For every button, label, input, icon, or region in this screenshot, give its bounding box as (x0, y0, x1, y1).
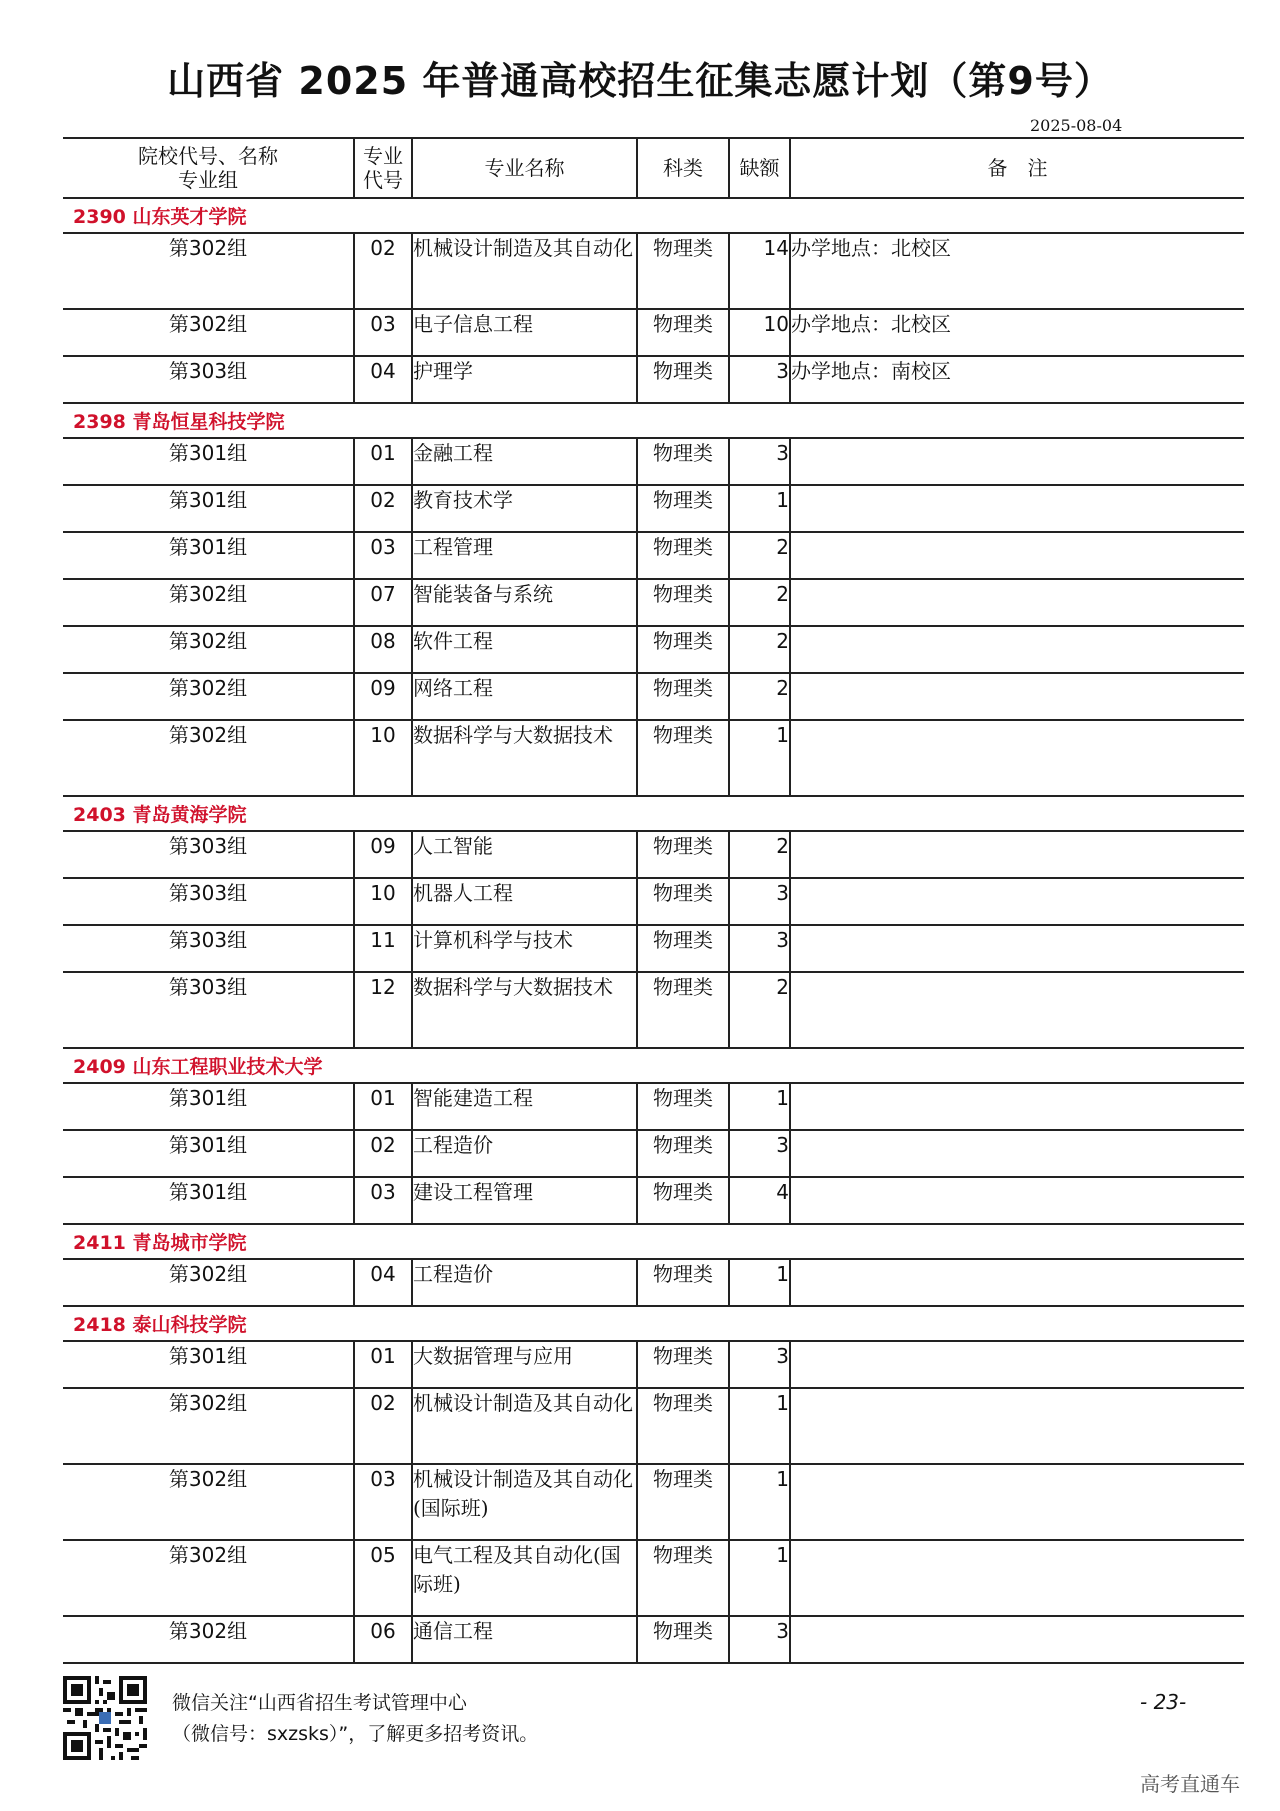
note-cell (790, 1083, 1244, 1130)
table-row (63, 1130, 1244, 1177)
table-row (63, 720, 1244, 796)
subject-cell: 物理类 (637, 1464, 729, 1540)
major-name-cell: 机器人工程 (412, 878, 637, 925)
table-row (63, 878, 1244, 925)
group-cell: 第302组 (63, 1464, 354, 1540)
plan-table-body (63, 198, 1244, 1663)
school-header-row (63, 198, 1244, 233)
major-code-cell: 09 (354, 673, 412, 720)
major-code-cell: 04 (354, 1259, 412, 1306)
note-cell (790, 1388, 1244, 1464)
major-name-cell: 工程造价 (412, 1130, 637, 1177)
note-cell (790, 1259, 1244, 1306)
header-subject: 科类 (637, 138, 729, 198)
group-cell: 第301组 (63, 1177, 354, 1224)
table-row (63, 925, 1244, 972)
quota-cell: 1 (729, 1388, 790, 1464)
major-name-cell: 网络工程 (412, 673, 637, 720)
note-cell (790, 1341, 1244, 1388)
table-row (63, 1464, 1244, 1540)
header-code-line2: 代号 (363, 168, 403, 192)
major-code-cell: 02 (354, 1388, 412, 1464)
group-cell: 第302组 (63, 1259, 354, 1306)
table-row (63, 579, 1244, 626)
footer-text (172, 1688, 538, 1750)
note-cell (790, 1464, 1244, 1540)
subject-cell: 物理类 (637, 1083, 729, 1130)
subject-cell: 物理类 (637, 1388, 729, 1464)
subject-cell: 物理类 (637, 1130, 729, 1177)
group-cell: 第303组 (63, 972, 354, 1048)
note-cell (790, 1616, 1244, 1663)
major-name-cell: 计算机科学与技术 (412, 925, 637, 972)
major-code-cell: 11 (354, 925, 412, 972)
quota-cell: 1 (729, 1083, 790, 1130)
table-row (63, 438, 1244, 485)
header-note: 备 注 (790, 138, 1244, 198)
major-name-cell: 金融工程 (412, 438, 637, 485)
group-cell: 第302组 (63, 1540, 354, 1616)
quota-cell: 1 (729, 485, 790, 532)
quota-cell: 3 (729, 356, 790, 403)
major-code-cell: 01 (354, 1083, 412, 1130)
group-cell: 第302组 (63, 626, 354, 673)
major-code-cell: 08 (354, 626, 412, 673)
group-cell: 第302组 (63, 579, 354, 626)
watermark: 高考直通车 (1140, 1772, 1240, 1796)
quota-cell: 10 (729, 309, 790, 356)
qr-code-icon (63, 1676, 147, 1760)
subject-cell: 物理类 (637, 1616, 729, 1663)
major-code-cell: 03 (354, 1464, 412, 1540)
major-name-cell: 教育技术学 (412, 485, 637, 532)
table-header-row (63, 138, 1244, 198)
quota-cell: 14 (729, 233, 790, 309)
header-code (354, 138, 412, 198)
quota-cell: 2 (729, 831, 790, 878)
major-name-cell: 大数据管理与应用 (412, 1341, 637, 1388)
school-header-row (63, 1306, 1244, 1341)
major-name-cell: 智能建造工程 (412, 1083, 637, 1130)
note-cell (790, 579, 1244, 626)
table-row (63, 1341, 1244, 1388)
subject-cell: 物理类 (637, 1177, 729, 1224)
page-title: 山西省 2025 年普通高校招生征集志愿计划（第9号） (167, 59, 1113, 103)
table-row (63, 1177, 1244, 1224)
major-name-cell: 数据科学与大数据技术 (412, 972, 637, 1048)
group-cell: 第303组 (63, 356, 354, 403)
table-row (63, 1259, 1244, 1306)
group-cell: 第302组 (63, 720, 354, 796)
subject-cell: 物理类 (637, 579, 729, 626)
major-code-cell: 03 (354, 309, 412, 356)
major-name-cell: 护理学 (412, 356, 637, 403)
note-cell: 办学地点：北校区 (790, 233, 1244, 309)
major-code-cell: 02 (354, 1130, 412, 1177)
table-row (63, 831, 1244, 878)
footer-line1: 微信关注“山西省招生考试管理中心 (172, 1692, 467, 1714)
school-header-row (63, 796, 1244, 831)
quota-cell: 2 (729, 579, 790, 626)
quota-cell: 1 (729, 1464, 790, 1540)
note-cell (790, 626, 1244, 673)
school-name: 2390 山东英才学院 (63, 198, 1244, 233)
table-row (63, 1083, 1244, 1130)
table-row (63, 233, 1244, 309)
major-code-cell: 10 (354, 878, 412, 925)
major-name-cell: 工程管理 (412, 532, 637, 579)
note-cell: 办学地点：南校区 (790, 356, 1244, 403)
subject-cell: 物理类 (637, 485, 729, 532)
table-row (63, 309, 1244, 356)
major-code-cell: 02 (354, 485, 412, 532)
major-code-cell: 02 (354, 233, 412, 309)
school-name: 2409 山东工程职业技术大学 (63, 1048, 1244, 1083)
subject-cell: 物理类 (637, 673, 729, 720)
quota-cell: 1 (729, 1540, 790, 1616)
subject-cell: 物理类 (637, 532, 729, 579)
subject-cell: 物理类 (637, 925, 729, 972)
major-name-cell: 电气工程及其自动化(国际班) (412, 1540, 637, 1616)
table-row (63, 1388, 1244, 1464)
group-cell: 第303组 (63, 878, 354, 925)
quota-cell: 3 (729, 438, 790, 485)
school-name: 2411 青岛城市学院 (63, 1224, 1244, 1259)
quota-cell: 1 (729, 1259, 790, 1306)
subject-cell: 物理类 (637, 1259, 729, 1306)
major-code-cell: 04 (354, 356, 412, 403)
major-name-cell: 电子信息工程 (412, 309, 637, 356)
note-cell (790, 438, 1244, 485)
note-cell (790, 673, 1244, 720)
note-cell (790, 831, 1244, 878)
subject-cell: 物理类 (637, 233, 729, 309)
quota-cell: 2 (729, 673, 790, 720)
plan-table (63, 137, 1244, 1664)
subject-cell: 物理类 (637, 1341, 729, 1388)
quota-cell: 2 (729, 532, 790, 579)
note-cell (790, 1177, 1244, 1224)
subject-cell: 物理类 (637, 831, 729, 878)
major-name-cell: 软件工程 (412, 626, 637, 673)
group-cell: 第302组 (63, 1616, 354, 1663)
major-name-cell: 工程造价 (412, 1259, 637, 1306)
group-cell: 第302组 (63, 673, 354, 720)
group-cell: 第301组 (63, 485, 354, 532)
quota-cell: 3 (729, 878, 790, 925)
school-header-row (63, 403, 1244, 438)
quota-cell: 3 (729, 1341, 790, 1388)
major-code-cell: 03 (354, 1177, 412, 1224)
major-name-cell: 机械设计制造及其自动化 (412, 233, 637, 309)
note-cell (790, 485, 1244, 532)
header-major: 专业名称 (412, 138, 637, 198)
note-cell (790, 720, 1244, 796)
subject-cell: 物理类 (637, 1540, 729, 1616)
subject-cell: 物理类 (637, 309, 729, 356)
table-row (63, 1540, 1244, 1616)
table-row (63, 356, 1244, 403)
group-cell: 第302组 (63, 309, 354, 356)
quota-cell: 2 (729, 972, 790, 1048)
major-code-cell: 05 (354, 1540, 412, 1616)
group-cell: 第303组 (63, 831, 354, 878)
major-code-cell: 01 (354, 438, 412, 485)
note-cell (790, 1540, 1244, 1616)
school-header-row (63, 1048, 1244, 1083)
major-name-cell: 机械设计制造及其自动化(国际班) (412, 1464, 637, 1540)
group-cell: 第301组 (63, 1130, 354, 1177)
quota-cell: 2 (729, 626, 790, 673)
major-name-cell: 数据科学与大数据技术 (412, 720, 637, 796)
subject-cell: 物理类 (637, 626, 729, 673)
subject-cell: 物理类 (637, 720, 729, 796)
group-cell: 第302组 (63, 233, 354, 309)
major-code-cell: 10 (354, 720, 412, 796)
major-code-cell: 12 (354, 972, 412, 1048)
table-row (63, 673, 1244, 720)
table-row (63, 532, 1244, 579)
note-cell: 办学地点：北校区 (790, 309, 1244, 356)
note-cell (790, 532, 1244, 579)
major-code-cell: 06 (354, 1616, 412, 1663)
subject-cell: 物理类 (637, 972, 729, 1048)
publish-date: 2025-08-04 (1030, 116, 1123, 135)
group-cell: 第303组 (63, 925, 354, 972)
note-cell (790, 925, 1244, 972)
major-code-cell: 01 (354, 1341, 412, 1388)
group-cell: 第301组 (63, 532, 354, 579)
major-name-cell: 智能装备与系统 (412, 579, 637, 626)
major-code-cell: 07 (354, 579, 412, 626)
header-code-line1: 专业 (363, 144, 403, 168)
note-cell (790, 972, 1244, 1048)
note-cell (790, 878, 1244, 925)
quota-cell: 4 (729, 1177, 790, 1224)
table-row (63, 626, 1244, 673)
major-name-cell: 人工智能 (412, 831, 637, 878)
table-row (63, 485, 1244, 532)
subject-cell: 物理类 (637, 438, 729, 485)
major-code-cell: 09 (354, 831, 412, 878)
header-school-line2: 专业组 (178, 168, 238, 192)
quota-cell: 3 (729, 1616, 790, 1663)
table-row (63, 972, 1244, 1048)
group-cell: 第301组 (63, 438, 354, 485)
group-cell: 第301组 (63, 1341, 354, 1388)
school-name: 2418 泰山科技学院 (63, 1306, 1244, 1341)
major-name-cell: 建设工程管理 (412, 1177, 637, 1224)
group-cell: 第302组 (63, 1388, 354, 1464)
quota-cell: 1 (729, 720, 790, 796)
header-school (63, 138, 354, 198)
major-code-cell: 03 (354, 532, 412, 579)
quota-cell: 3 (729, 1130, 790, 1177)
group-cell: 第301组 (63, 1083, 354, 1130)
major-name-cell: 通信工程 (412, 1616, 637, 1663)
major-name-cell: 机械设计制造及其自动化 (412, 1388, 637, 1464)
school-name: 2403 青岛黄海学院 (63, 796, 1244, 831)
header-school-line1: 院校代号、名称 (138, 144, 278, 168)
note-cell (790, 1130, 1244, 1177)
quota-cell: 3 (729, 925, 790, 972)
subject-cell: 物理类 (637, 356, 729, 403)
table-row (63, 1616, 1244, 1663)
school-header-row (63, 1224, 1244, 1259)
footer-line2: （微信号：sxzsks）”，了解更多招考资讯。 (172, 1723, 539, 1745)
subject-cell: 物理类 (637, 878, 729, 925)
header-quota: 缺额 (729, 138, 790, 198)
school-name: 2398 青岛恒星科技学院 (63, 403, 1244, 438)
page-number: - 23- (1140, 1690, 1187, 1714)
